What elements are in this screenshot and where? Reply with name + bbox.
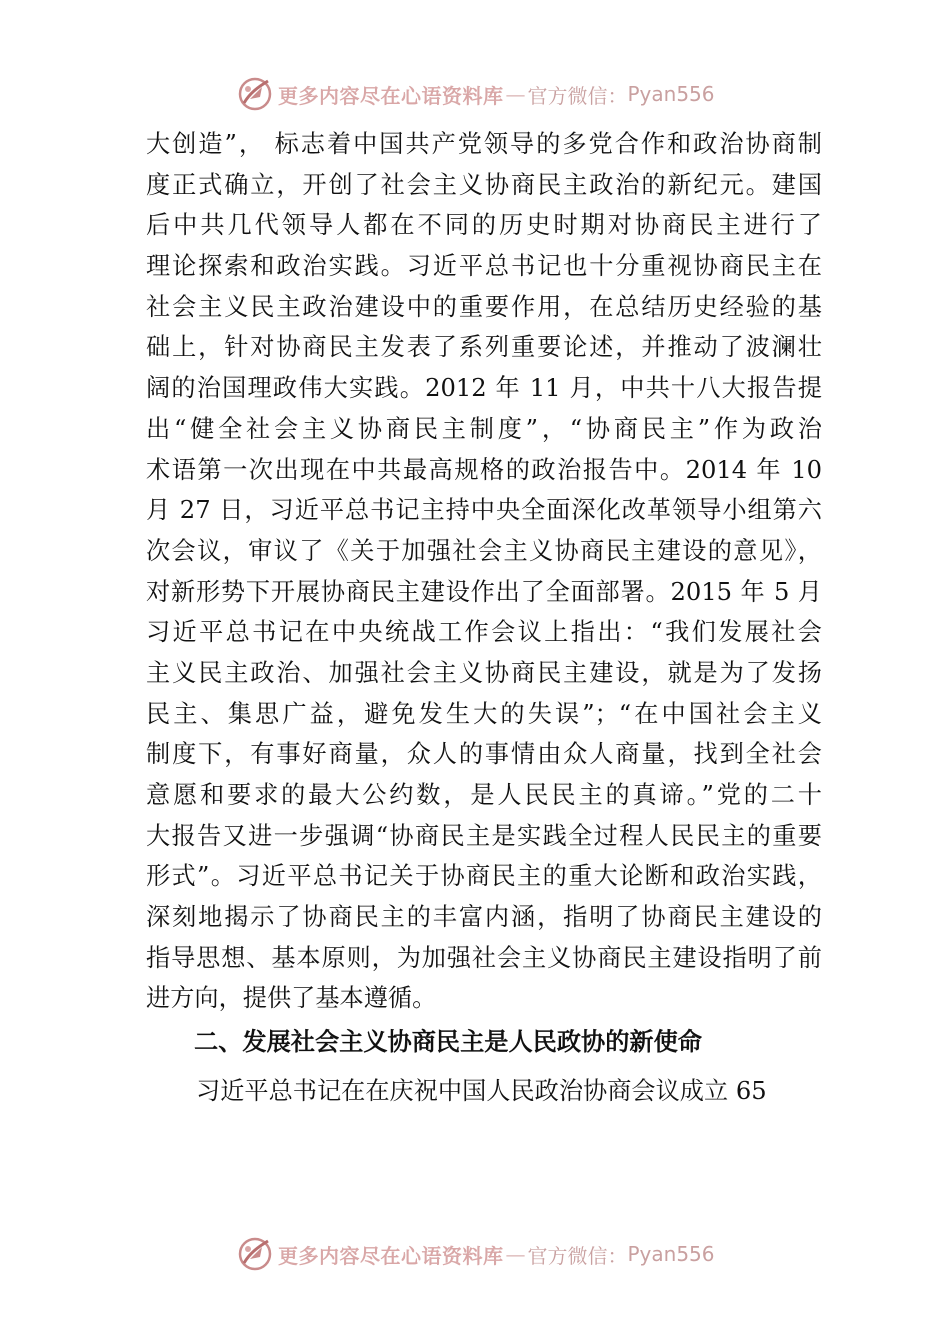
text-line: 后中共几代领导人都在不同的历史时期对协商民主进行了 <box>146 211 822 240</box>
watermark-separator: — <box>505 82 526 106</box>
text-line: 出“健全社会主义协商民主制度”，“协商民主”作为政治 <box>146 414 822 443</box>
watermark-wechat-handle: Pyan556 <box>627 82 715 106</box>
text-line: 指导思想、基本原则，为加强社会主义协商民主建设指明了前 <box>146 943 822 972</box>
text-line: 大报告又进一步强调“协商民主是实践全过程人民民主的重要 <box>146 821 822 850</box>
text-line: 度正式确立，开创了社会主义协商民主政治的新纪元。建国 <box>146 170 822 199</box>
watermark-footer <box>236 1234 756 1274</box>
text-line: 对新形势下开展协商民主建设作出了全面部署。2015 年 5 月 <box>146 577 822 606</box>
text-line: 术语第一次出现在中共最高规格的政治报告中。2014 年 10 <box>146 455 822 484</box>
watermark-wechat-label: 官方微信： <box>527 1243 628 1268</box>
text-line: 制度下，有事好商量，众人的事情由众人商量，找到全社会 <box>146 740 822 769</box>
text-line: 理论探索和政治实践。习近平总书记也十分重视协商民主在 <box>146 252 822 281</box>
text-line: 阔的治国理政伟大实践。2012 年 11 月，中共十八大报告提 <box>146 374 822 403</box>
text-line: 社会主义民主政治建设中的重要作用，在总结历史经验的基 <box>146 292 822 321</box>
text-line: 月 27 日，习近平总书记主持中央全面深化改革领导小组第六 <box>146 496 822 525</box>
text-line: 形式”。习近平总书记关于协商民主的重大论断和政治实践， <box>146 862 822 891</box>
watermark-site-text: 更多内容尽在心语资料库 <box>278 83 504 108</box>
text-line: 深刻地揭示了协商民主的丰富内涵，指明了协商民主建设的 <box>146 903 822 932</box>
paragraph-first-line: 习近平总书记在在庆祝中国人民政治协商会议成立 65 <box>196 1077 767 1106</box>
text-line: 次会议，审议了《关于加强社会主义协商民主建设的意见》， <box>146 536 822 565</box>
text-line: 习近平总书记在中央统战工作会议上指出：“我们发展社会 <box>146 618 822 647</box>
text-line: 大创造”， 标志着中国共产党领导的多党合作和政治协商制 <box>146 130 822 158</box>
watermark-site-text: 更多内容尽在心语资料库 <box>278 1243 504 1268</box>
text-line: 民主、集思广益，避免发生大的失误”；“在中国社会主义 <box>146 699 822 728</box>
text-line: 进方向，提供了基本遵循。 <box>146 984 437 1013</box>
text-line: 主义民主政治、加强社会主义协商民主建设，就是为了发扬 <box>146 658 822 687</box>
text-line: 础上，针对协商民主发表了系列重要论述，并推动了波澜壮 <box>146 333 822 362</box>
logo-icon <box>236 75 274 113</box>
document-body <box>146 124 822 1112</box>
watermark-wechat-label: 官方微信： <box>527 83 628 108</box>
watermark-wechat-handle: Pyan556 <box>627 1242 715 1266</box>
section-heading: 二、发展社会主义协商民主是人民政协的新使命 <box>194 1027 702 1057</box>
watermark-header <box>236 74 756 114</box>
logo-icon <box>236 1235 274 1273</box>
text-line: 意愿和要求的最大公约数，是人民民主的真谛。”党的二十 <box>146 781 822 809</box>
watermark-separator: — <box>505 1242 526 1266</box>
